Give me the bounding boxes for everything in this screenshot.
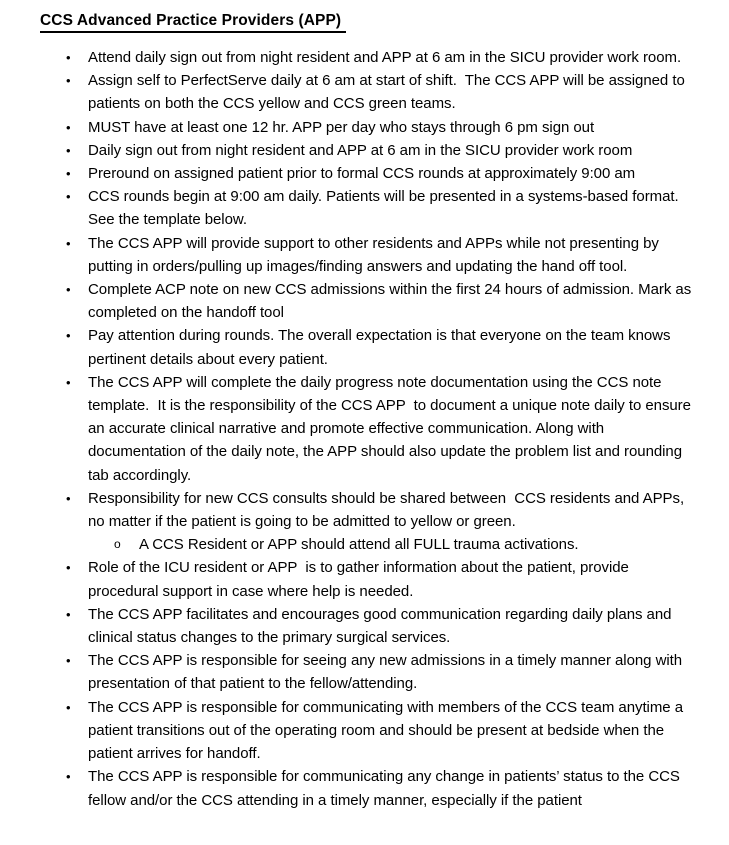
list-item (40, 487, 692, 533)
list-item (40, 69, 692, 115)
list-item (40, 185, 692, 231)
list-item (40, 116, 692, 139)
bullet-icon: • (66, 73, 71, 89)
list-item (40, 696, 692, 766)
list-item-text: The CCS APP is responsible for communicating any change in patients’ status to the CCS fellow and/or the CCS attending in a timely manner, especially if the patient (88, 768, 684, 809)
bullet-icon: • (66, 328, 71, 344)
sub-list-item (40, 533, 692, 556)
list-item (40, 232, 692, 278)
bullet-icon: • (66, 282, 71, 298)
list-item (40, 162, 692, 185)
list-item-text: The CCS APP will complete the daily progress note documentation using the CCS note template. It is the responsibility of the CCS APP to document a unique note daily to ensure an accurate clinical narrative and promote effective communication. Along with documentation of the daily note, the APP should also update the problem list and rounding tab accordingly. (88, 373, 696, 484)
bullet-icon: • (66, 490, 71, 506)
list-item-text: The CCS APP facilitates and encourages good communication regarding daily plans and clinical status changes to the primary surgical services. (88, 605, 676, 647)
list-item-text: The CCS APP will provide support to other residents and APPs while not presenting by putting in orders/pulling up images/finding answers and updating the hand off tool. (88, 234, 663, 275)
list-item-text: Daily sign out from night resident and APP at 6 am in the SICU provider work room (88, 141, 633, 159)
list-item-text: Attend daily sign out from night resident and APP at 6 am in the SICU provider work room. (88, 49, 682, 66)
bullet-icon: • (66, 374, 71, 390)
list-item (40, 46, 692, 69)
bullet-icon: • (66, 699, 71, 715)
bullet-icon: • (66, 189, 71, 205)
list-item (40, 324, 692, 370)
bullet-icon: • (66, 50, 71, 65)
list-item-text: MUST have at least one 12 hr. APP per day who stays through 6 pm sign out (88, 118, 595, 136)
list-item (40, 649, 692, 695)
list-item (40, 556, 692, 602)
list-item-text: Assign self to PerfectServe daily at 6 am at start of shift. The CCS APP will be assigned to patients on both the CCS yellow and CCS green teams. (88, 72, 689, 113)
list-item (40, 603, 692, 649)
bullet-list (40, 46, 696, 812)
document-title: CCS Advanced Practice Providers (APP) (40, 11, 346, 33)
list-item (40, 278, 696, 324)
list-item (40, 371, 696, 487)
bullet-icon: • (66, 606, 71, 622)
list-item-text: The CCS APP is responsible for seeing any new admissions in a timely manner along with presentation of that patient to the fellow/attending. (88, 652, 687, 693)
bullet-icon: • (66, 235, 71, 251)
list-item-text: Role of the ICU resident or APP is to gather information about the patient, provide procedural support in case where help is needed. (88, 559, 633, 600)
list-item-text: Responsibility for new CCS consults should be shared between CCS residents and APPs, no matter if the patient is going to be admitted to yellow or green. (88, 489, 689, 531)
list-item-text: Preround on assigned patient prior to formal CCS rounds at approximately 9:00 am (88, 165, 636, 183)
list-item-text: CCS rounds begin at 9:00 am daily. Patients will be presented in a systems-based format. See the template below. (88, 188, 687, 229)
list-item-text: Pay attention during rounds. The overall expectation is that everyone on the team knows pertinent details about every patient. (88, 327, 675, 368)
list-item-text: Complete ACP note on new CCS admissions within the first 24 hours of admission. Mark as completed on the handoff tool (88, 281, 696, 322)
bullet-icon: • (66, 142, 71, 158)
list-item (40, 139, 692, 162)
bullet-icon: • (66, 166, 71, 182)
bullet-icon: • (66, 653, 71, 669)
list-item-text: The CCS APP is responsible for communicating with members of the CCS team anytime a patient transitions out of the operating room and should be present at bedside when the patient arrives for handoff. (88, 698, 688, 763)
list-item (40, 765, 692, 811)
circle-bullet-icon: o (114, 537, 121, 552)
bullet-icon: • (66, 560, 71, 576)
sub-list-item-text: A CCS Resident or APP should attend all FULL trauma activations. (139, 536, 579, 554)
bullet-icon: • (66, 769, 71, 785)
bullet-icon: • (66, 119, 71, 135)
